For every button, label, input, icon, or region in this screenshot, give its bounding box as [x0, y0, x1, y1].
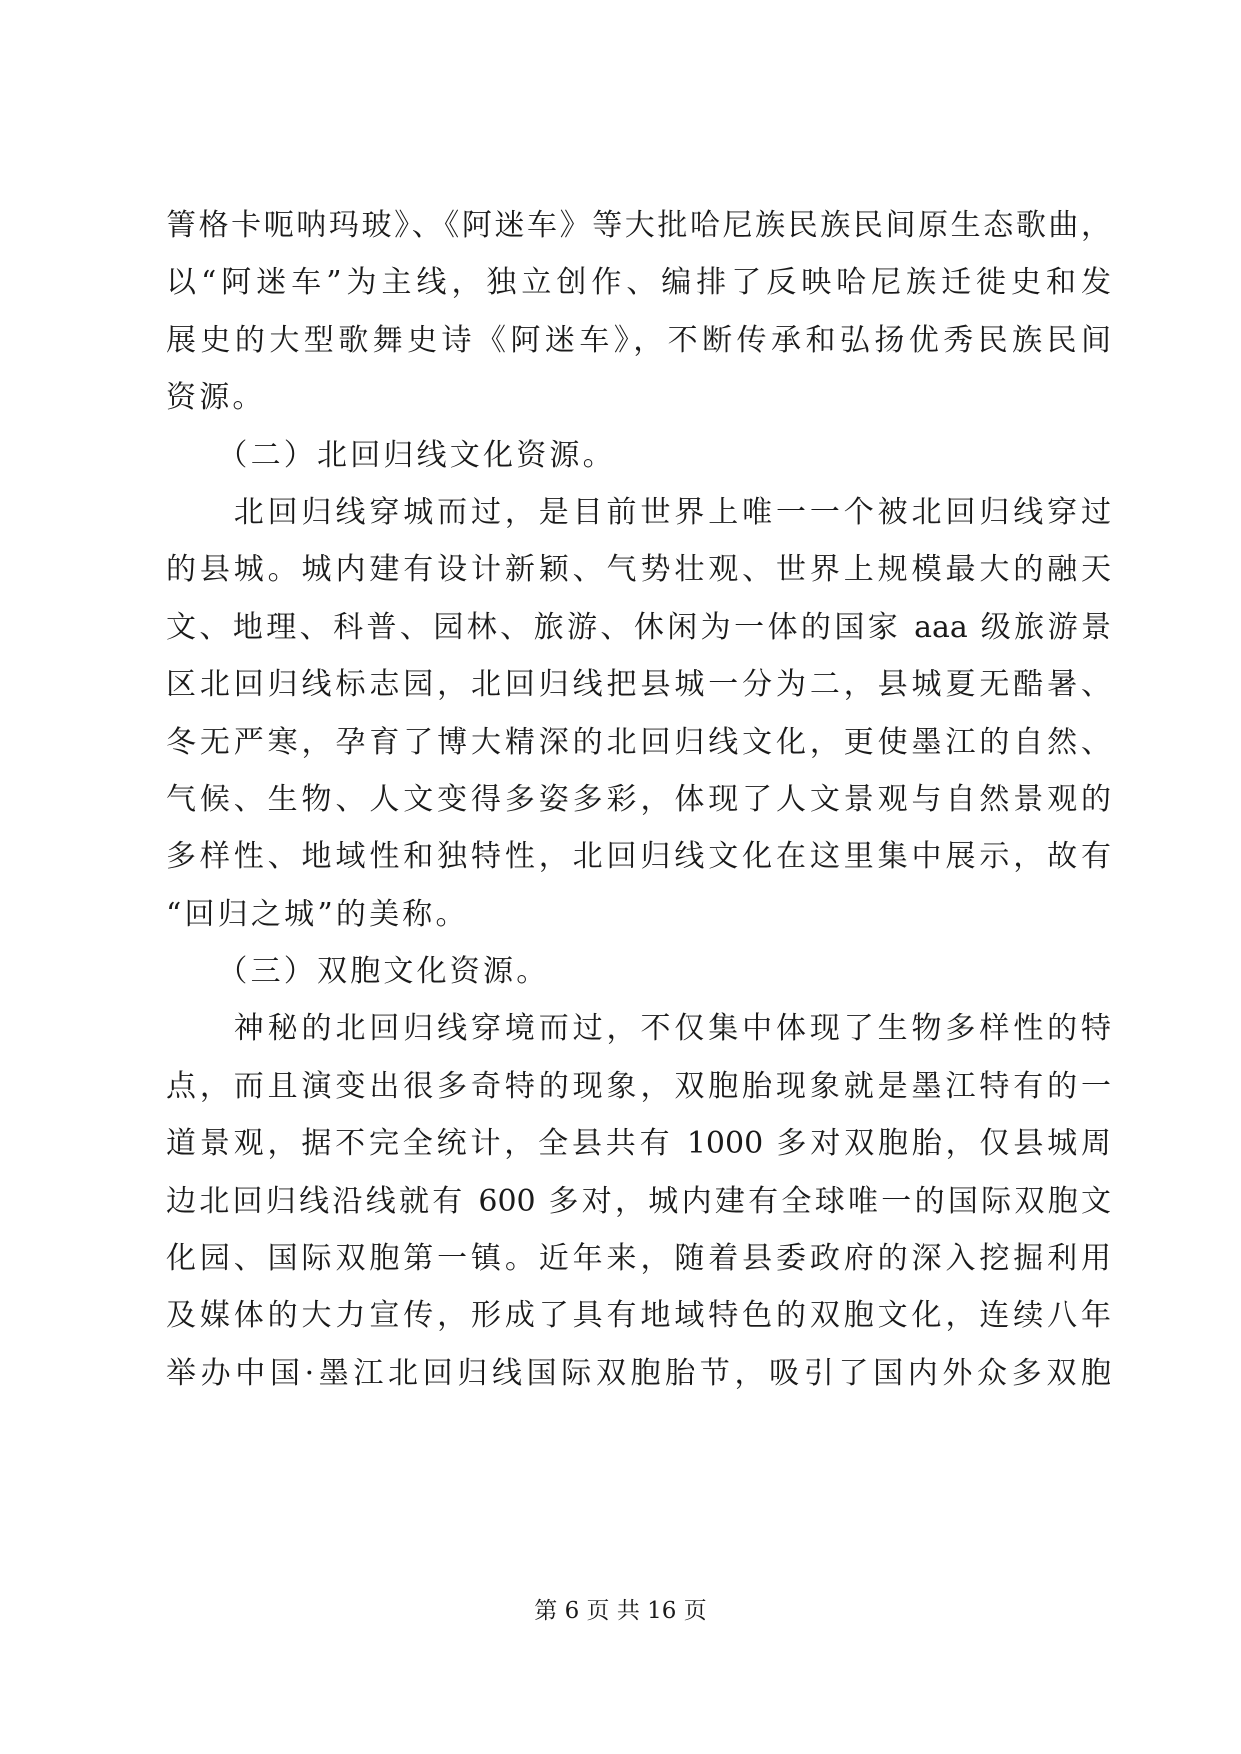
text-line: “回归之城”的美称。 [166, 896, 469, 932]
text-line: 点，而且演变出很多奇特的现象，双胞胎现象就是墨江特有的一 [166, 1068, 1111, 1104]
text-line: 以“阿迷车”为主线，独立创作、编排了反映哈尼族迁徙史和发 [166, 265, 1111, 301]
text-line: 多样性、地域性和独特性，北回归线文化在这里集中展示，故有 [166, 839, 1111, 875]
text-line: 气候、生物、人文变得多姿多彩，体现了人文景观与自然景观的 [166, 781, 1111, 817]
text-line: 箐格卡呃呐玛玻》、《阿迷车》等大批哈尼族民族民间原生态歌曲， [166, 208, 1111, 243]
text-line: 化园、国际双胞第一镇。近年来，随着县委政府的深入挖掘利用 [166, 1241, 1111, 1277]
text-line: 展史的大型歌舞史诗《阿迷车》，不断传承和弘扬优秀民族民间 [166, 322, 1111, 358]
page-number: 第 6 页 共 16 页 [534, 1598, 707, 1624]
text-line: 及媒体的大力宣传，形成了具有地域特色的双胞文化，连续八年 [166, 1298, 1111, 1334]
text-line: 区北回归线标志园，北回归线把县城一分为二，县城夏无酷暑、 [166, 667, 1111, 703]
text-line: 文、地理、科普、园林、旅游、休闲为一体的国家 aaa 级旅游景 [166, 609, 1111, 645]
text-line: 举办中国·墨江北回归线国际双胞胎节，吸引了国内外众多双胞 [166, 1355, 1111, 1391]
text-line: 神秘的北回归线穿境而过，不仅集中体现了生物多样性的特 [166, 1011, 1111, 1047]
body-text [166, 197, 1111, 1402]
text-line: 边北回归线沿线就有 600 多对，城内建有全球唯一的国际双胞文 [166, 1183, 1111, 1219]
text-line: 冬无严寒，孕育了博大精深的北回归线文化，更使墨江的自然、 [166, 724, 1111, 760]
text-line: 北回归线穿城而过，是目前世界上唯一一个被北回归线穿过 [166, 494, 1111, 530]
text-line: 的县城。城内建有设计新颖、气势壮观、世界上规模最大的融天 [166, 552, 1111, 588]
text-line: 资源。 [166, 380, 266, 416]
section-heading: （二）北回归线文化资源。 [166, 437, 616, 473]
text-line: 道景观，据不完全统计，全县共有 1000 多对双胞胎，仅县城周 [166, 1126, 1111, 1162]
section-heading: （三）双胞文化资源。 [166, 954, 550, 990]
